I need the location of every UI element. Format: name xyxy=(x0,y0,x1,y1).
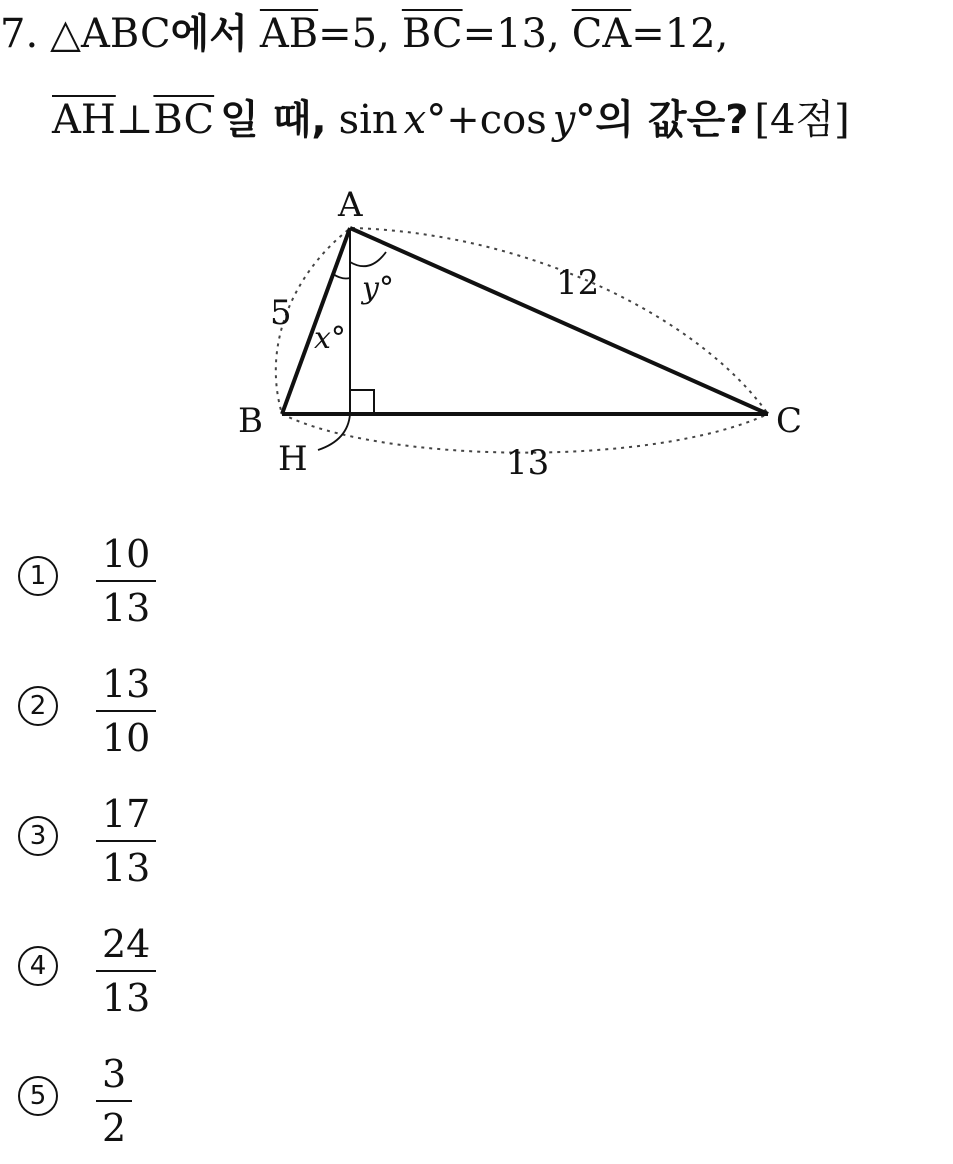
segment-bc: $\overline{BC}$ xyxy=(401,11,463,57)
variable-x: x xyxy=(403,97,427,143)
question-line-2 xyxy=(52,96,850,144)
choice-marker: 1 xyxy=(18,556,58,596)
choice-fraction xyxy=(96,662,156,760)
points-label: [4점] xyxy=(754,97,850,143)
equals-ca: =12, xyxy=(631,11,729,57)
side-ca-label: 12 xyxy=(556,263,600,303)
segment-ah: $\overline{AH}$ xyxy=(52,97,116,143)
numerator: 13 xyxy=(102,662,151,706)
segment-bc-2: $\overline{BC}$ xyxy=(153,97,215,143)
question-number: 7. xyxy=(0,11,39,57)
denominator: 2 xyxy=(102,1106,127,1150)
variable-y: y xyxy=(552,97,576,143)
plus-cos-text: °+cos xyxy=(426,97,547,143)
equals-ab: =5, xyxy=(318,11,390,57)
particle-eseo: 에서 xyxy=(170,11,248,57)
choice-marker: 3 xyxy=(18,816,58,856)
choice-marker: 4 xyxy=(18,946,58,986)
label-c: C xyxy=(776,401,803,441)
triangle-name: ABC xyxy=(80,11,171,57)
sin-text: sin xyxy=(338,97,398,143)
triangle-figure xyxy=(230,178,830,498)
angle-y-arc xyxy=(350,252,386,266)
triangle-symbol: △ xyxy=(50,11,81,57)
fraction-bar xyxy=(96,840,156,842)
denominator: 13 xyxy=(102,976,151,1020)
numerator: 24 xyxy=(102,922,151,966)
label-a: A xyxy=(338,185,363,225)
numerator: 17 xyxy=(102,792,151,836)
fraction-bar xyxy=(96,580,156,582)
denominator: 10 xyxy=(102,716,151,760)
segment-ca: $\overline{CA}$ xyxy=(571,11,632,57)
fraction-bar xyxy=(96,970,156,972)
segment-ab: $\overline{AB}$ xyxy=(259,11,319,57)
question-ending: °의 값은? xyxy=(575,97,749,143)
numerator: 10 xyxy=(102,532,151,576)
choice-marker: 5 xyxy=(18,1076,58,1116)
denominator: 13 xyxy=(102,586,151,630)
label-b: B xyxy=(238,401,263,441)
angle-x-arc xyxy=(333,274,350,279)
choice-fraction xyxy=(96,922,156,1020)
denominator: 13 xyxy=(102,846,151,890)
equals-bc: =13, xyxy=(462,11,560,57)
when-text: 일 때, xyxy=(220,97,327,143)
perpendicular-symbol: ⊥ xyxy=(115,97,154,143)
side-ab-label: 5 xyxy=(270,293,292,333)
label-h: H xyxy=(278,439,308,479)
h-pointer xyxy=(318,414,350,450)
fraction-bar xyxy=(96,1100,132,1102)
side-bc-label: 13 xyxy=(506,443,550,483)
fraction-bar xyxy=(96,710,156,712)
right-angle-mark xyxy=(350,390,374,414)
choice-marker: 2 xyxy=(18,686,58,726)
triangle xyxy=(282,228,768,450)
choice-fraction xyxy=(96,1052,132,1150)
numerator: 3 xyxy=(102,1052,127,1096)
question-line-1 xyxy=(0,10,728,58)
choice-fraction xyxy=(96,792,156,890)
side-ac-line xyxy=(350,228,768,414)
angle-x-label: x° xyxy=(314,321,346,356)
angle-y-label: y° xyxy=(362,271,394,306)
choice-fraction xyxy=(96,532,156,630)
